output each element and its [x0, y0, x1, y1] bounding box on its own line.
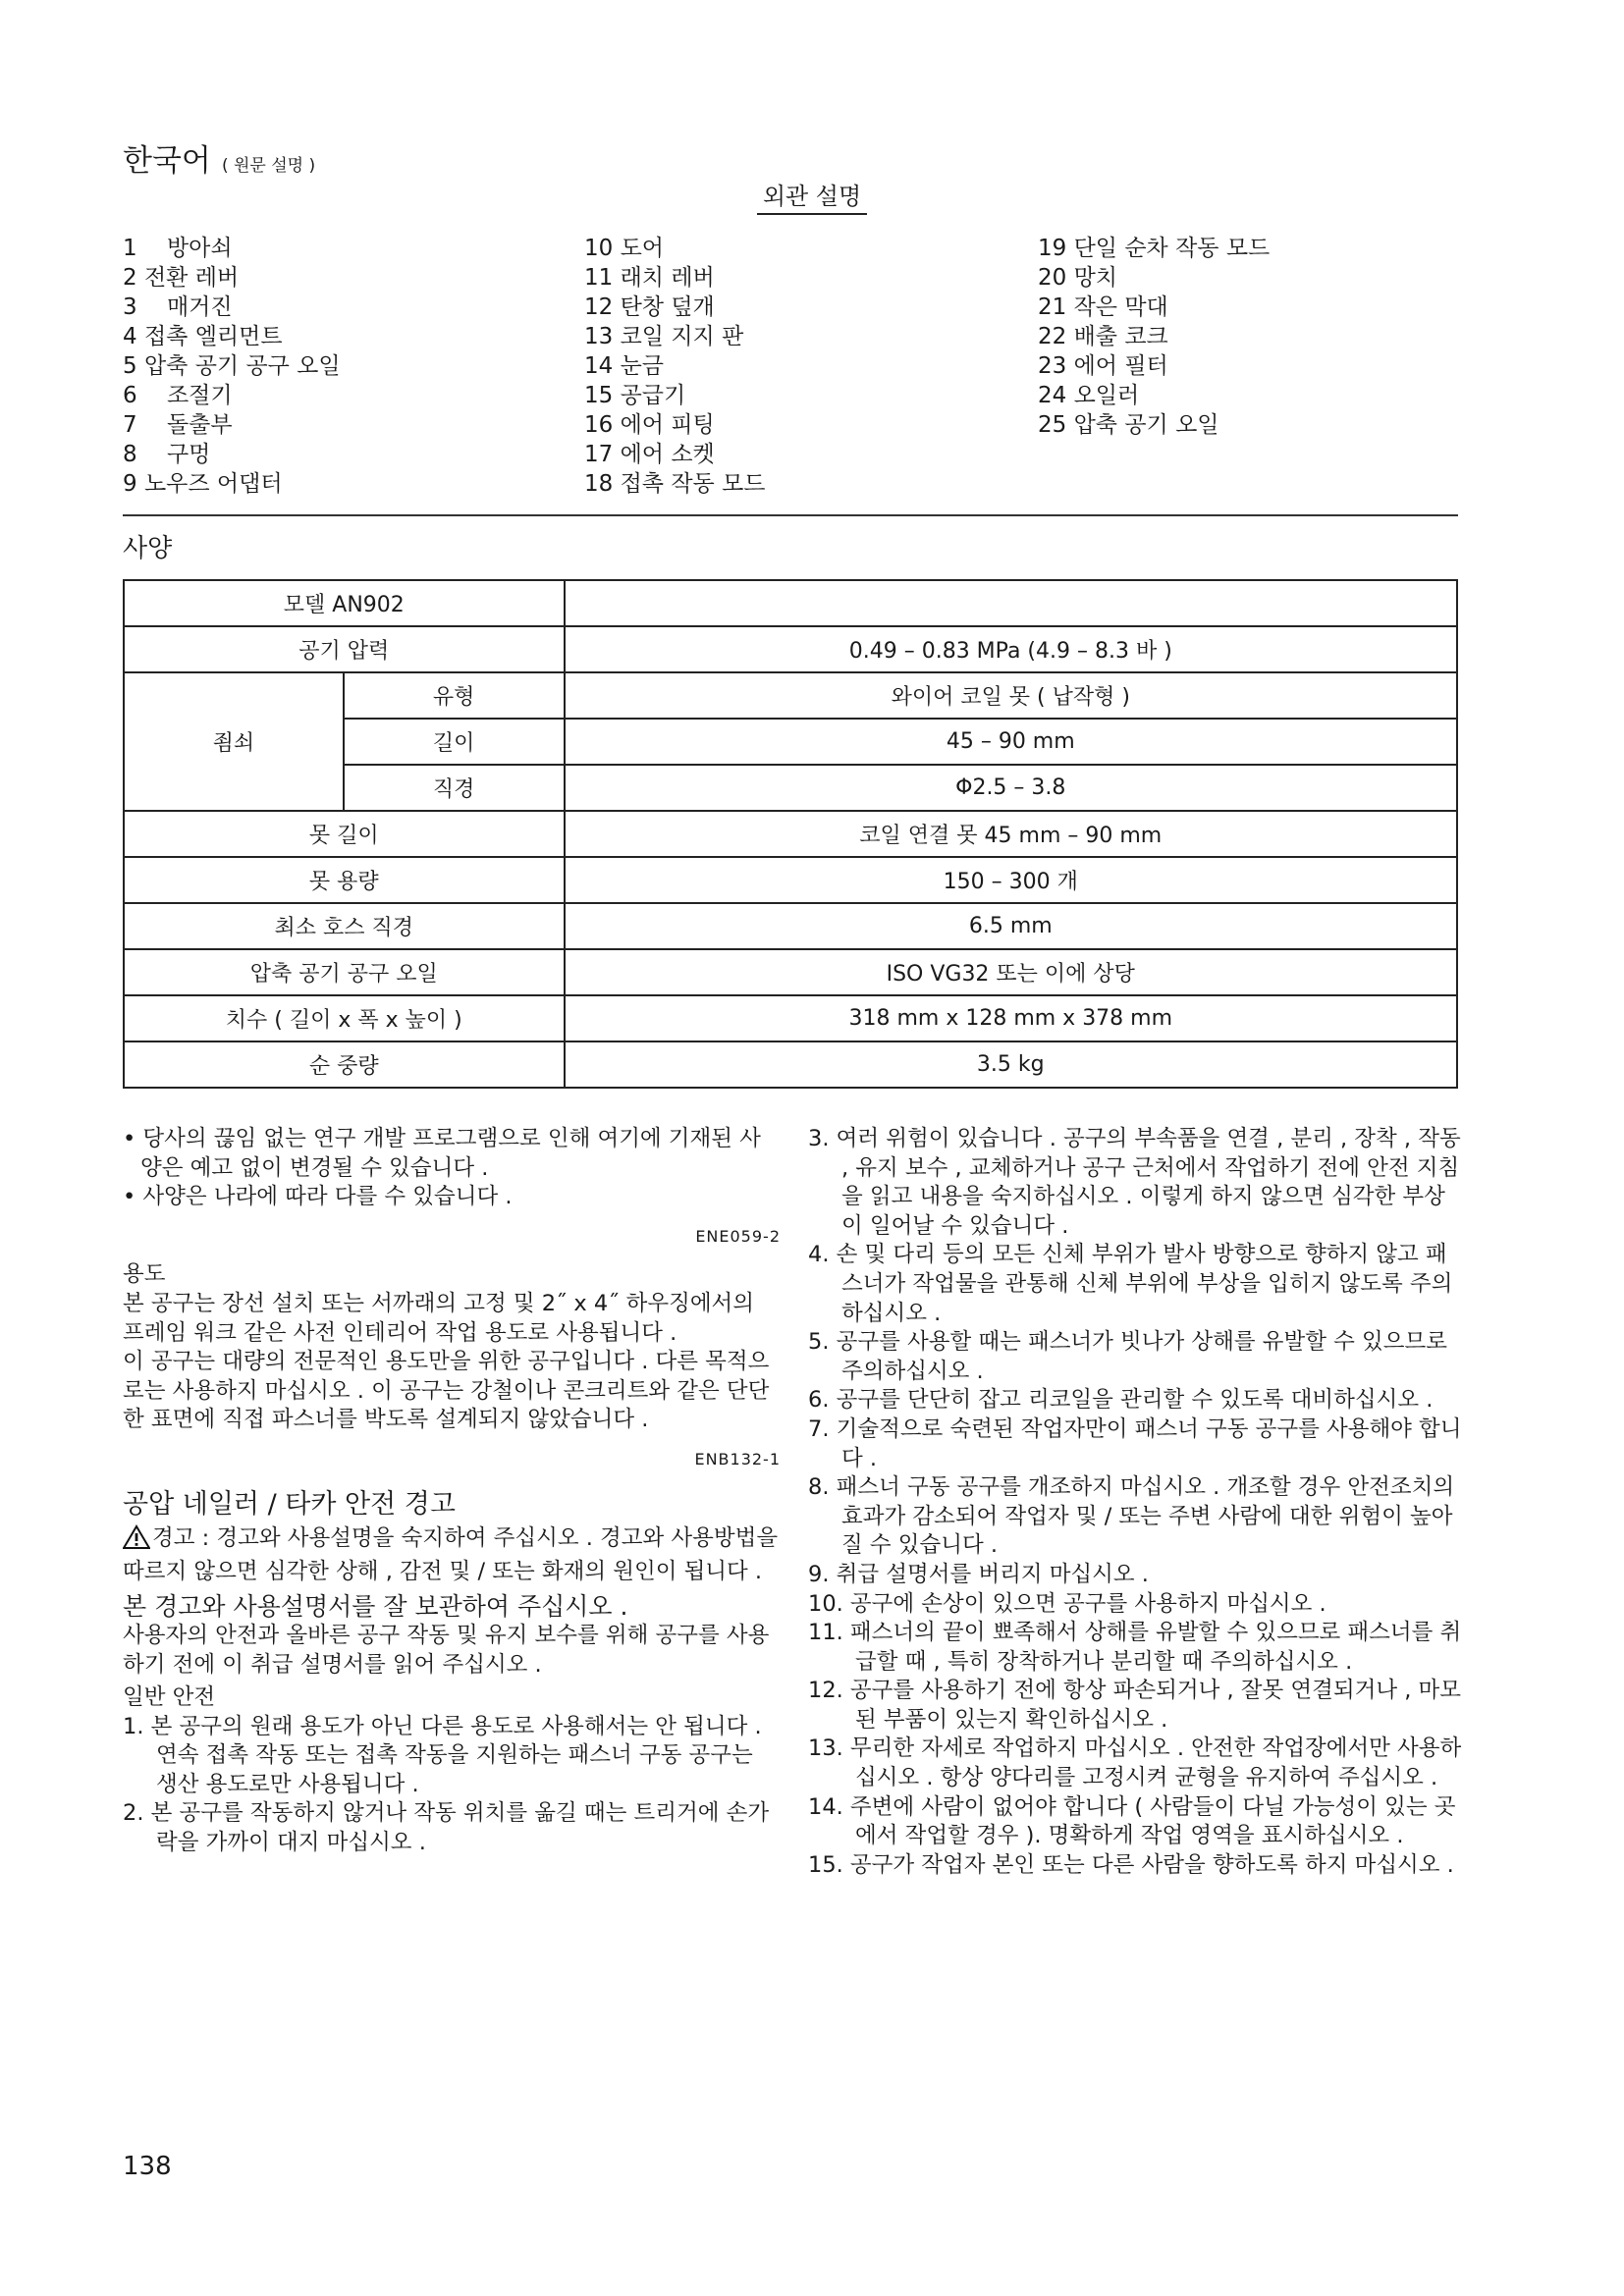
part-item: 15 공급기 — [584, 383, 686, 408]
part-item: 7 돌출부 — [123, 412, 233, 438]
part-item: 6 조절기 — [123, 383, 233, 408]
page-number: 138 — [123, 2152, 172, 2181]
spec-label: 못 길이 — [124, 811, 565, 857]
model-value-cell — [565, 580, 1457, 626]
parts-title-text: 외관 설명 — [757, 177, 867, 215]
table-row — [124, 1041, 1457, 1088]
part-item: 17 에어 소켓 — [584, 442, 715, 467]
spec-note: • 당사의 끊임 없는 연구 개발 프로그램으로 인해 여기에 기재된 사양은 예고 없이 변경될 수 있습니다 . — [123, 1126, 761, 1181]
part-item: 21 작은 막대 — [1038, 294, 1168, 320]
part-item: 14 눈금 — [584, 353, 665, 379]
table-row — [124, 857, 1457, 903]
spec-value: 318 mm x 128 mm x 378 mm — [565, 995, 1457, 1041]
safety-item: 8. 패스너 구동 공구를 개조하지 마십시오 . 개조할 경우 안전조치의 효과가 감소되어 작업자 및 / 또는 주변 사람에 대한 위험이 높아질 수 있습니다 . — [808, 1474, 1455, 1559]
spec-note: • 사양은 나라에 따라 다를 수 있습니다 . — [123, 1184, 513, 1210]
spec-table — [123, 579, 1458, 1089]
table-row — [124, 949, 1457, 995]
safety-heading: 공압 네일러 / 타카 안전 경고 — [123, 1488, 456, 1520]
part-item: 19 단일 순차 작동 모드 — [1038, 236, 1271, 261]
left-text-column — [123, 1125, 781, 1858]
safety-item: 15. 공구가 작업자 본인 또는 다른 사람을 향하도록 하지 마십시오 . — [808, 1851, 1454, 1878]
table-row — [124, 580, 1457, 626]
keep-text: 사용자의 안전과 올바른 공구 작동 및 유지 보수를 위해 공구를 사용하기 전에 이 취급 설명서를 읽어 주십시오 . — [123, 1622, 770, 1678]
spec-label: 치수 ( 길이 x 폭 x 높이 ) — [124, 995, 565, 1041]
spec-label: 압축 공기 공구 오일 — [124, 949, 565, 995]
spec-value: 와이어 코일 못 ( 납작형 ) — [565, 672, 1457, 719]
spec-value: 45 – 90 mm — [565, 719, 1457, 765]
spec-label: 길이 — [344, 719, 565, 765]
warning-paragraph — [123, 1524, 781, 1586]
spec-label: 직경 — [344, 765, 565, 811]
part-item: 20 망치 — [1038, 265, 1118, 291]
use-heading: 용도 — [123, 1261, 166, 1288]
part-item: 16 에어 피팅 — [584, 412, 715, 438]
spec-value: ISO VG32 또는 이에 상당 — [565, 949, 1457, 995]
part-item: 13 코일 지지 판 — [584, 324, 744, 349]
part-item: 9 노우즈 어댑터 — [123, 471, 283, 497]
parts-title — [0, 177, 1624, 215]
language-title: 한국어 — [123, 143, 211, 179]
part-item: 3 매거진 — [123, 294, 233, 320]
spec-value: 6.5 mm — [565, 903, 1457, 949]
spec-heading: 사양 — [123, 534, 173, 563]
spec-value: 0.49 – 0.83 MPa (4.9 – 8.3 바 ) — [565, 626, 1457, 672]
warning-text: 경고 : 경고와 사용설명을 숙지하여 주십시오 . 경고와 사용방법을 따르지 않으면 심각한 상해 , 감전 및 / 또는 화재의 원인이 됩니다 . — [123, 1525, 779, 1584]
doc-code: ENE059-2 — [695, 1226, 781, 1246]
part-item: 12 탄창 덮개 — [584, 294, 715, 320]
part-item: 1 방아쇠 — [123, 236, 233, 261]
part-item: 22 배출 코크 — [1038, 324, 1168, 349]
safety-item: 10. 공구에 손상이 있으면 공구를 사용하지 마십시오 . — [808, 1590, 1326, 1617]
spec-label: 순 중량 — [124, 1041, 565, 1088]
language-subtitle: ( 원문 설명 ) — [221, 156, 316, 176]
spec-label: 못 용량 — [124, 857, 565, 903]
spec-label: 유형 — [344, 672, 565, 719]
safety-item: 2. 본 공구를 작동하지 않거나 작동 위치를 옮길 때는 트리거에 손가락을 가까이 대지 마십시오 . — [123, 1800, 770, 1856]
language-heading — [123, 135, 315, 180]
safety-item: 3. 여러 위험이 있습니다 . 공구의 부속품을 연결 , 분리 , 장착 , 작동 , 유지 보수 , 교체하거나 공구 근처에서 작업하기 전에 안전 지침을 읽고 내용을 숙지하십시오 . 이렇게 하지 않으면 심각한 부상이 일어날 수 있습니다 . — [808, 1126, 1461, 1239]
safety-item: 13. 무리한 자세로 작업하지 마십시오 . 안전한 작업장에서만 사용하십시오 . 항상 양다리를 고정시켜 균형을 유지하여 주십시오 . — [808, 1735, 1462, 1791]
part-item: 25 압축 공기 오일 — [1038, 412, 1219, 438]
spec-value: 3.5 kg — [565, 1041, 1457, 1088]
table-row — [124, 903, 1457, 949]
spec-group-label: 죔쇠 — [124, 672, 344, 811]
part-item: 5 압축 공기 공구 오일 — [123, 353, 341, 379]
part-item: 24 오일러 — [1038, 383, 1140, 408]
spec-label: 최소 호스 직경 — [124, 903, 565, 949]
part-item: 2 전환 레버 — [123, 265, 240, 291]
table-row — [124, 995, 1457, 1041]
table-row — [124, 672, 1457, 719]
right-text-column — [808, 1125, 1466, 1880]
model-cell: 모델 AN902 — [124, 580, 565, 626]
spec-value: Φ2.5 – 3.8 — [565, 765, 1457, 811]
safety-item: 4. 손 및 다리 등의 모든 신체 부위가 발사 방향으로 향하지 않고 패스너가 작업물을 관통해 신체 부위에 부상을 입히지 않도록 주의하십시오 . — [808, 1242, 1453, 1326]
part-item: 23 에어 필터 — [1038, 353, 1168, 379]
doc-code: ENB132-1 — [694, 1449, 781, 1468]
safety-item: 6. 공구를 단단히 잡고 리코일을 관리할 수 있도록 대비하십시오 . — [808, 1387, 1434, 1414]
safety-item: 9. 취급 설명서를 버리지 마십시오 . — [808, 1561, 1149, 1587]
table-row — [124, 811, 1457, 857]
safety-item: 7. 기술적으로 숙련된 작업자만이 패스너 구동 공구를 사용해야 합니다 . — [808, 1415, 1462, 1471]
general-safety-heading: 일반 안전 — [123, 1684, 216, 1711]
part-item: 10 도어 — [584, 236, 665, 261]
keep-heading: 본 경고와 사용설명서를 잘 보관하여 주십시오 . — [123, 1592, 628, 1622]
safety-item: 1. 본 공구의 원래 용도가 아닌 다른 용도로 사용해서는 안 됩니다 . 연속 접촉 작동 또는 접촉 작동을 지원하는 패스너 구동 공구는 생산 용도로만 사용됩니다 . — [123, 1713, 762, 1797]
part-item: 11 래치 레버 — [584, 265, 715, 291]
safety-item: 12. 공구를 사용하기 전에 항상 파손되거나 , 잘못 연결되거나 , 마모된 부품이 있는지 확인하십시오 . — [808, 1678, 1461, 1733]
parts-list-col1 — [123, 234, 341, 499]
parts-list-col2 — [584, 234, 766, 499]
spec-label: 공기 압력 — [124, 626, 565, 672]
parts-list-col3 — [1038, 234, 1270, 440]
safety-item: 11. 패스너의 끝이 뾰족해서 상해를 유발할 수 있으므로 패스너를 취급할 때 , 특히 장착하거나 분리할 때 주의하십시오 . — [808, 1620, 1462, 1675]
section-divider — [123, 514, 1458, 516]
spec-value: 150 – 300 개 — [565, 857, 1457, 903]
part-item: 18 접촉 작동 모드 — [584, 471, 766, 497]
safety-item: 5. 공구를 사용할 때는 패스너가 빗나가 상해를 유발할 수 있으므로 주의하십시오 . — [808, 1329, 1447, 1384]
table-row — [124, 626, 1457, 672]
use-text-2: 이 공구는 대량의 전문적인 용도만을 위한 공구입니다 . 다른 목적으로는 사용하지 마십시오 . 이 공구는 강철이나 콘크리트와 같은 단단한 표면에 직접 파스너를 박도록 설계되지 않았습니다 . — [123, 1349, 770, 1433]
part-item: 8 구멍 — [123, 442, 211, 467]
use-text: 본 공구는 장선 설치 또는 서까래의 고정 및 2˝ x 4˝ 하우징에서의 프레임 워크 같은 사전 인테리어 작업 용도로 사용됩니다 . — [123, 1290, 755, 1346]
warning-triangle-icon — [123, 1524, 150, 1558]
part-item: 4 접촉 엘리먼트 — [123, 324, 283, 349]
safety-item: 14. 주변에 사람이 없어야 합니다 ( 사람들이 다닐 가능성이 있는 곳에서 작업할 경우 ). 명확하게 작업 영역을 표시하십시오 . — [808, 1793, 1456, 1849]
spec-value: 코일 연결 못 45 mm – 90 mm — [565, 811, 1457, 857]
